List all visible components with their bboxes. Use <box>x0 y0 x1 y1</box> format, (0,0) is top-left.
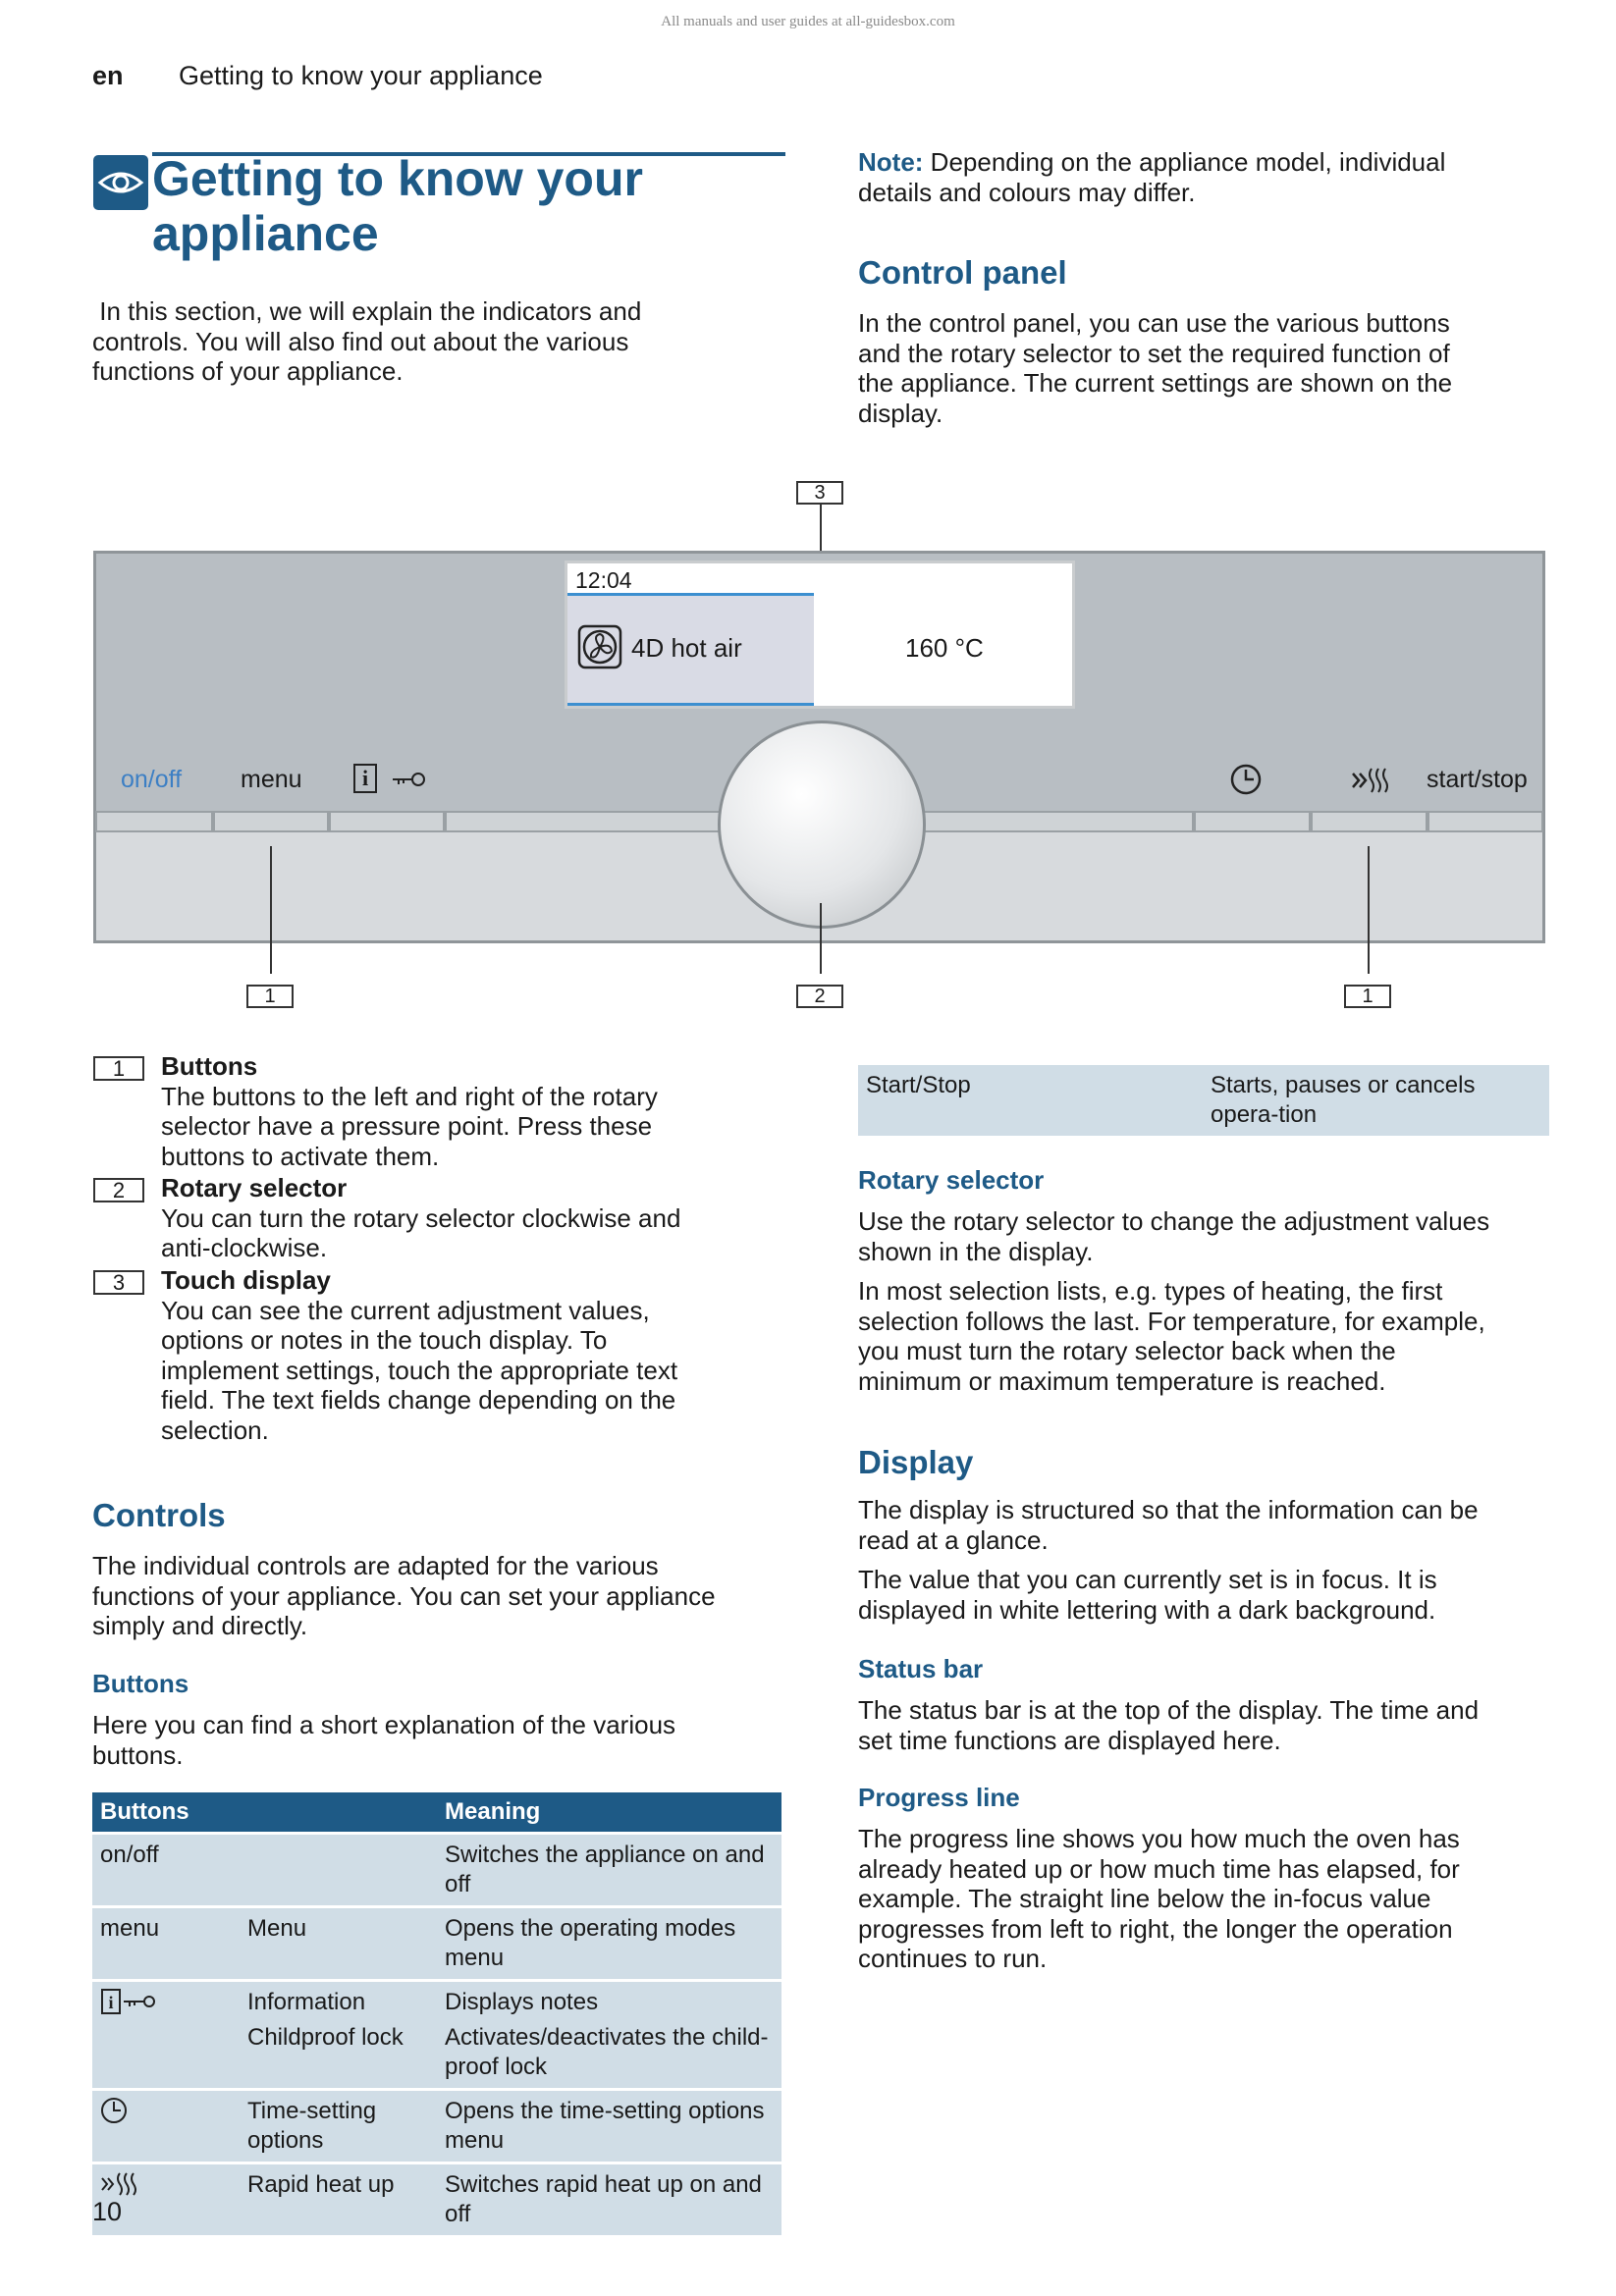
table-cell <box>92 1981 240 2090</box>
status-bar-paragraph <box>858 1695 1565 1755</box>
intro-line: controls. You will also find out about the various <box>92 326 629 356</box>
list-item-line: The buttons to the left and right of the rotary <box>161 1081 658 1111</box>
controls-line: The individual controls are adapted for the various <box>92 1551 659 1580</box>
page-title-line-1: Getting to know your <box>152 151 643 206</box>
display-paragraph <box>858 1565 1565 1625</box>
table-header-row <box>92 1792 781 1834</box>
list-number: 3 <box>93 1270 144 1295</box>
display-line: displayed in white lettering with a dark background. <box>858 1594 1436 1625</box>
list-item-line: field. The text fields change depending on the <box>161 1385 676 1415</box>
header-language: en <box>92 61 124 90</box>
status-bar-line: set time functions are displayed here. <box>858 1725 1281 1755</box>
table-cell: Start/Stop <box>858 1065 1203 1136</box>
display-line: The display is structured so that the information can be <box>858 1495 1479 1524</box>
on-off-label: on/off <box>121 766 183 793</box>
button-strip <box>329 811 445 832</box>
list-number: 1 <box>93 1056 144 1081</box>
controls-paragraph <box>92 1551 799 1641</box>
watermark: All manuals and user guides at all-guidesbox.com <box>661 14 955 29</box>
list-item <box>161 1173 789 1263</box>
note-label: Note: <box>858 147 924 177</box>
clock-icon <box>1230 764 1262 800</box>
table-cell: Rapid heat up <box>240 2163 437 2236</box>
key-icon <box>391 772 426 792</box>
intro-paragraph <box>92 296 789 387</box>
rotary-line: In most selection lists, e.g. types of heating, the first <box>858 1276 1443 1306</box>
callout-1: 1 <box>246 985 294 1008</box>
callout-2: 2 <box>796 985 843 1008</box>
list-item-line: You can turn the rotary selector clockwise and <box>161 1202 681 1233</box>
progress-line <box>567 593 814 596</box>
list-item-line: implement settings, touch the appropriate text <box>161 1355 678 1385</box>
progress-line <box>567 703 814 706</box>
control-panel-line: In the control panel, you can use the various buttons <box>858 308 1450 338</box>
control-panel-heading: Control panel <box>858 254 1067 291</box>
progress-line-line: continues to run. <box>858 1944 1048 1973</box>
list-item <box>161 1051 789 1171</box>
table-cell-line: Childproof lock <box>247 2024 404 2051</box>
menu-label: menu <box>241 766 302 793</box>
table-cell: on/off <box>92 1834 240 1907</box>
controls-line: functions of your appliance. You can set your appliance <box>92 1580 716 1611</box>
leader-line <box>1368 846 1370 974</box>
table-header: Meaning <box>437 1792 781 1834</box>
table-row <box>858 1065 1549 1136</box>
header-section-title: Getting to know your appliance <box>179 61 543 90</box>
table-cell <box>240 1834 437 1907</box>
clock-icon <box>100 2104 128 2130</box>
buttons-table <box>92 1792 781 2235</box>
display-time: 12:04 <box>575 567 632 593</box>
table-cell <box>92 2090 240 2163</box>
list-item-line: selection. <box>161 1415 269 1445</box>
table-cell-line: Information <box>247 1989 366 2015</box>
progress-line-line: The progress line shows you how much the oven has <box>858 1824 1460 1853</box>
table-cell: Opens the time-setting options menu <box>437 2090 781 2163</box>
rotary-line: shown in the display. <box>858 1236 1094 1266</box>
table-header: Buttons <box>92 1792 437 1834</box>
table-cell: menu <box>92 1907 240 1981</box>
list-item-line: options or notes in the touch display. To <box>161 1325 608 1355</box>
note-paragraph <box>858 147 1565 207</box>
page-title <box>152 151 790 261</box>
start-stop-label: start/stop <box>1427 766 1528 793</box>
start-stop-table <box>858 1065 1549 1136</box>
progress-line-line: already heated up or how much time has elapsed, for <box>858 1853 1460 1884</box>
intro-line: In this section, we will explain the indicators and <box>92 296 642 326</box>
button-strip <box>1311 811 1427 832</box>
list-item-title: Buttons <box>161 1051 258 1081</box>
table-cell <box>240 1981 437 2090</box>
table-cell: Time-setting options <box>240 2090 437 2163</box>
table-cell-line: Activates/deactivates the child-proof lock <box>445 2024 769 2080</box>
fan-icon <box>577 624 622 669</box>
rotary-line: Use the rotary selector to change the adjustment values <box>858 1206 1490 1236</box>
rotary-paragraph <box>858 1206 1565 1266</box>
note-text: details and colours may differ. <box>858 177 1196 207</box>
rotary-paragraph <box>858 1276 1565 1396</box>
controls-line: simply and directly. <box>92 1611 308 1640</box>
control-panel-line: display. <box>858 398 943 428</box>
display-paragraph <box>858 1495 1565 1555</box>
info-key-icon <box>100 1995 157 2021</box>
control-panel-line: and the rotary selector to set the required function of <box>858 338 1450 368</box>
buttons-paragraph <box>92 1710 799 1770</box>
list-item-title: Rotary selector <box>161 1173 348 1202</box>
table-cell: Opens the operating modes menu <box>437 1907 781 1981</box>
rapid-heat-icon <box>1351 766 1390 800</box>
list-item-line: anti-clockwise. <box>161 1233 328 1262</box>
display-line: read at a glance. <box>858 1524 1049 1555</box>
table-cell <box>437 1981 781 2090</box>
table-cell-line: Displays notes <box>445 1989 599 2015</box>
table-row <box>92 1981 781 2090</box>
table-row <box>92 2090 781 2163</box>
rotary-line: selection follows the last. For temperature, for example, <box>858 1306 1485 1336</box>
progress-line-line: progresses from left to right, the longer the operation <box>858 1913 1453 1944</box>
rotary-selector-knob <box>718 721 926 929</box>
rotary-line: minimum or maximum temperature is reached. <box>858 1365 1386 1396</box>
table-cell: Switches rapid heat up on and off <box>437 2163 781 2236</box>
table-cell: Switches the appliance on and off <box>437 1834 781 1907</box>
table-row <box>92 1907 781 1981</box>
buttons-line: Here you can find a short explanation of the various <box>92 1710 676 1739</box>
status-bar-line: The status bar is at the top of the display. The time and <box>858 1695 1480 1725</box>
display-heading: Display <box>858 1444 974 1480</box>
table-row <box>92 1834 781 1907</box>
list-item-line: You can see the current adjustment values, <box>161 1295 650 1325</box>
svg-text:i: i <box>108 1993 114 2012</box>
eye-icon <box>93 155 148 210</box>
list-item-title: Touch display <box>161 1265 331 1295</box>
intro-line: functions of your appliance. <box>92 356 404 386</box>
list-item-line: selector have a pressure point. Press these <box>161 1111 653 1141</box>
display-line: The value that you can currently set is in focus. It is <box>858 1565 1437 1594</box>
callout-3: 3 <box>796 481 843 505</box>
button-strip <box>213 811 329 832</box>
button-strip <box>95 811 213 832</box>
progress-line-line: example. The straight line below the in-focus value <box>858 1884 1431 1913</box>
table-row <box>92 2163 781 2236</box>
progress-line-paragraph <box>858 1824 1565 1974</box>
buttons-line: buttons. <box>92 1739 184 1770</box>
control-panel-line: the appliance. The current settings are shown on the <box>858 368 1453 398</box>
button-strip <box>1427 811 1543 832</box>
button-strip <box>914 811 1194 832</box>
table-cell: Menu <box>240 1907 437 1981</box>
note-text: Depending on the appliance model, individual <box>923 147 1446 177</box>
buttons-heading: Buttons <box>92 1669 189 1698</box>
display-temperature: 160 °C <box>905 633 984 663</box>
rotary-selector-heading: Rotary selector <box>858 1165 1045 1195</box>
button-strip <box>1194 811 1311 832</box>
display-mode: 4D hot air <box>631 633 742 663</box>
list-item <box>161 1265 789 1445</box>
leader-line <box>820 903 822 974</box>
page-number: 10 <box>92 2197 123 2226</box>
leader-line <box>270 846 272 974</box>
control-panel-paragraph <box>858 308 1565 428</box>
rotary-line: you must turn the rotary selector back when the <box>858 1336 1396 1365</box>
table-cell: Starts, pauses or cancels opera-tion <box>1203 1065 1549 1136</box>
list-item-line: buttons to activate them. <box>161 1141 440 1171</box>
progress-line-heading: Progress line <box>858 1783 1020 1812</box>
list-number: 2 <box>93 1178 144 1202</box>
page-title-line-2: appliance <box>152 206 379 261</box>
callout-1: 1 <box>1344 985 1391 1008</box>
controls-heading: Controls <box>92 1497 226 1533</box>
button-strip <box>445 811 729 832</box>
info-icon: i <box>353 764 377 793</box>
status-bar-heading: Status bar <box>858 1654 984 1683</box>
